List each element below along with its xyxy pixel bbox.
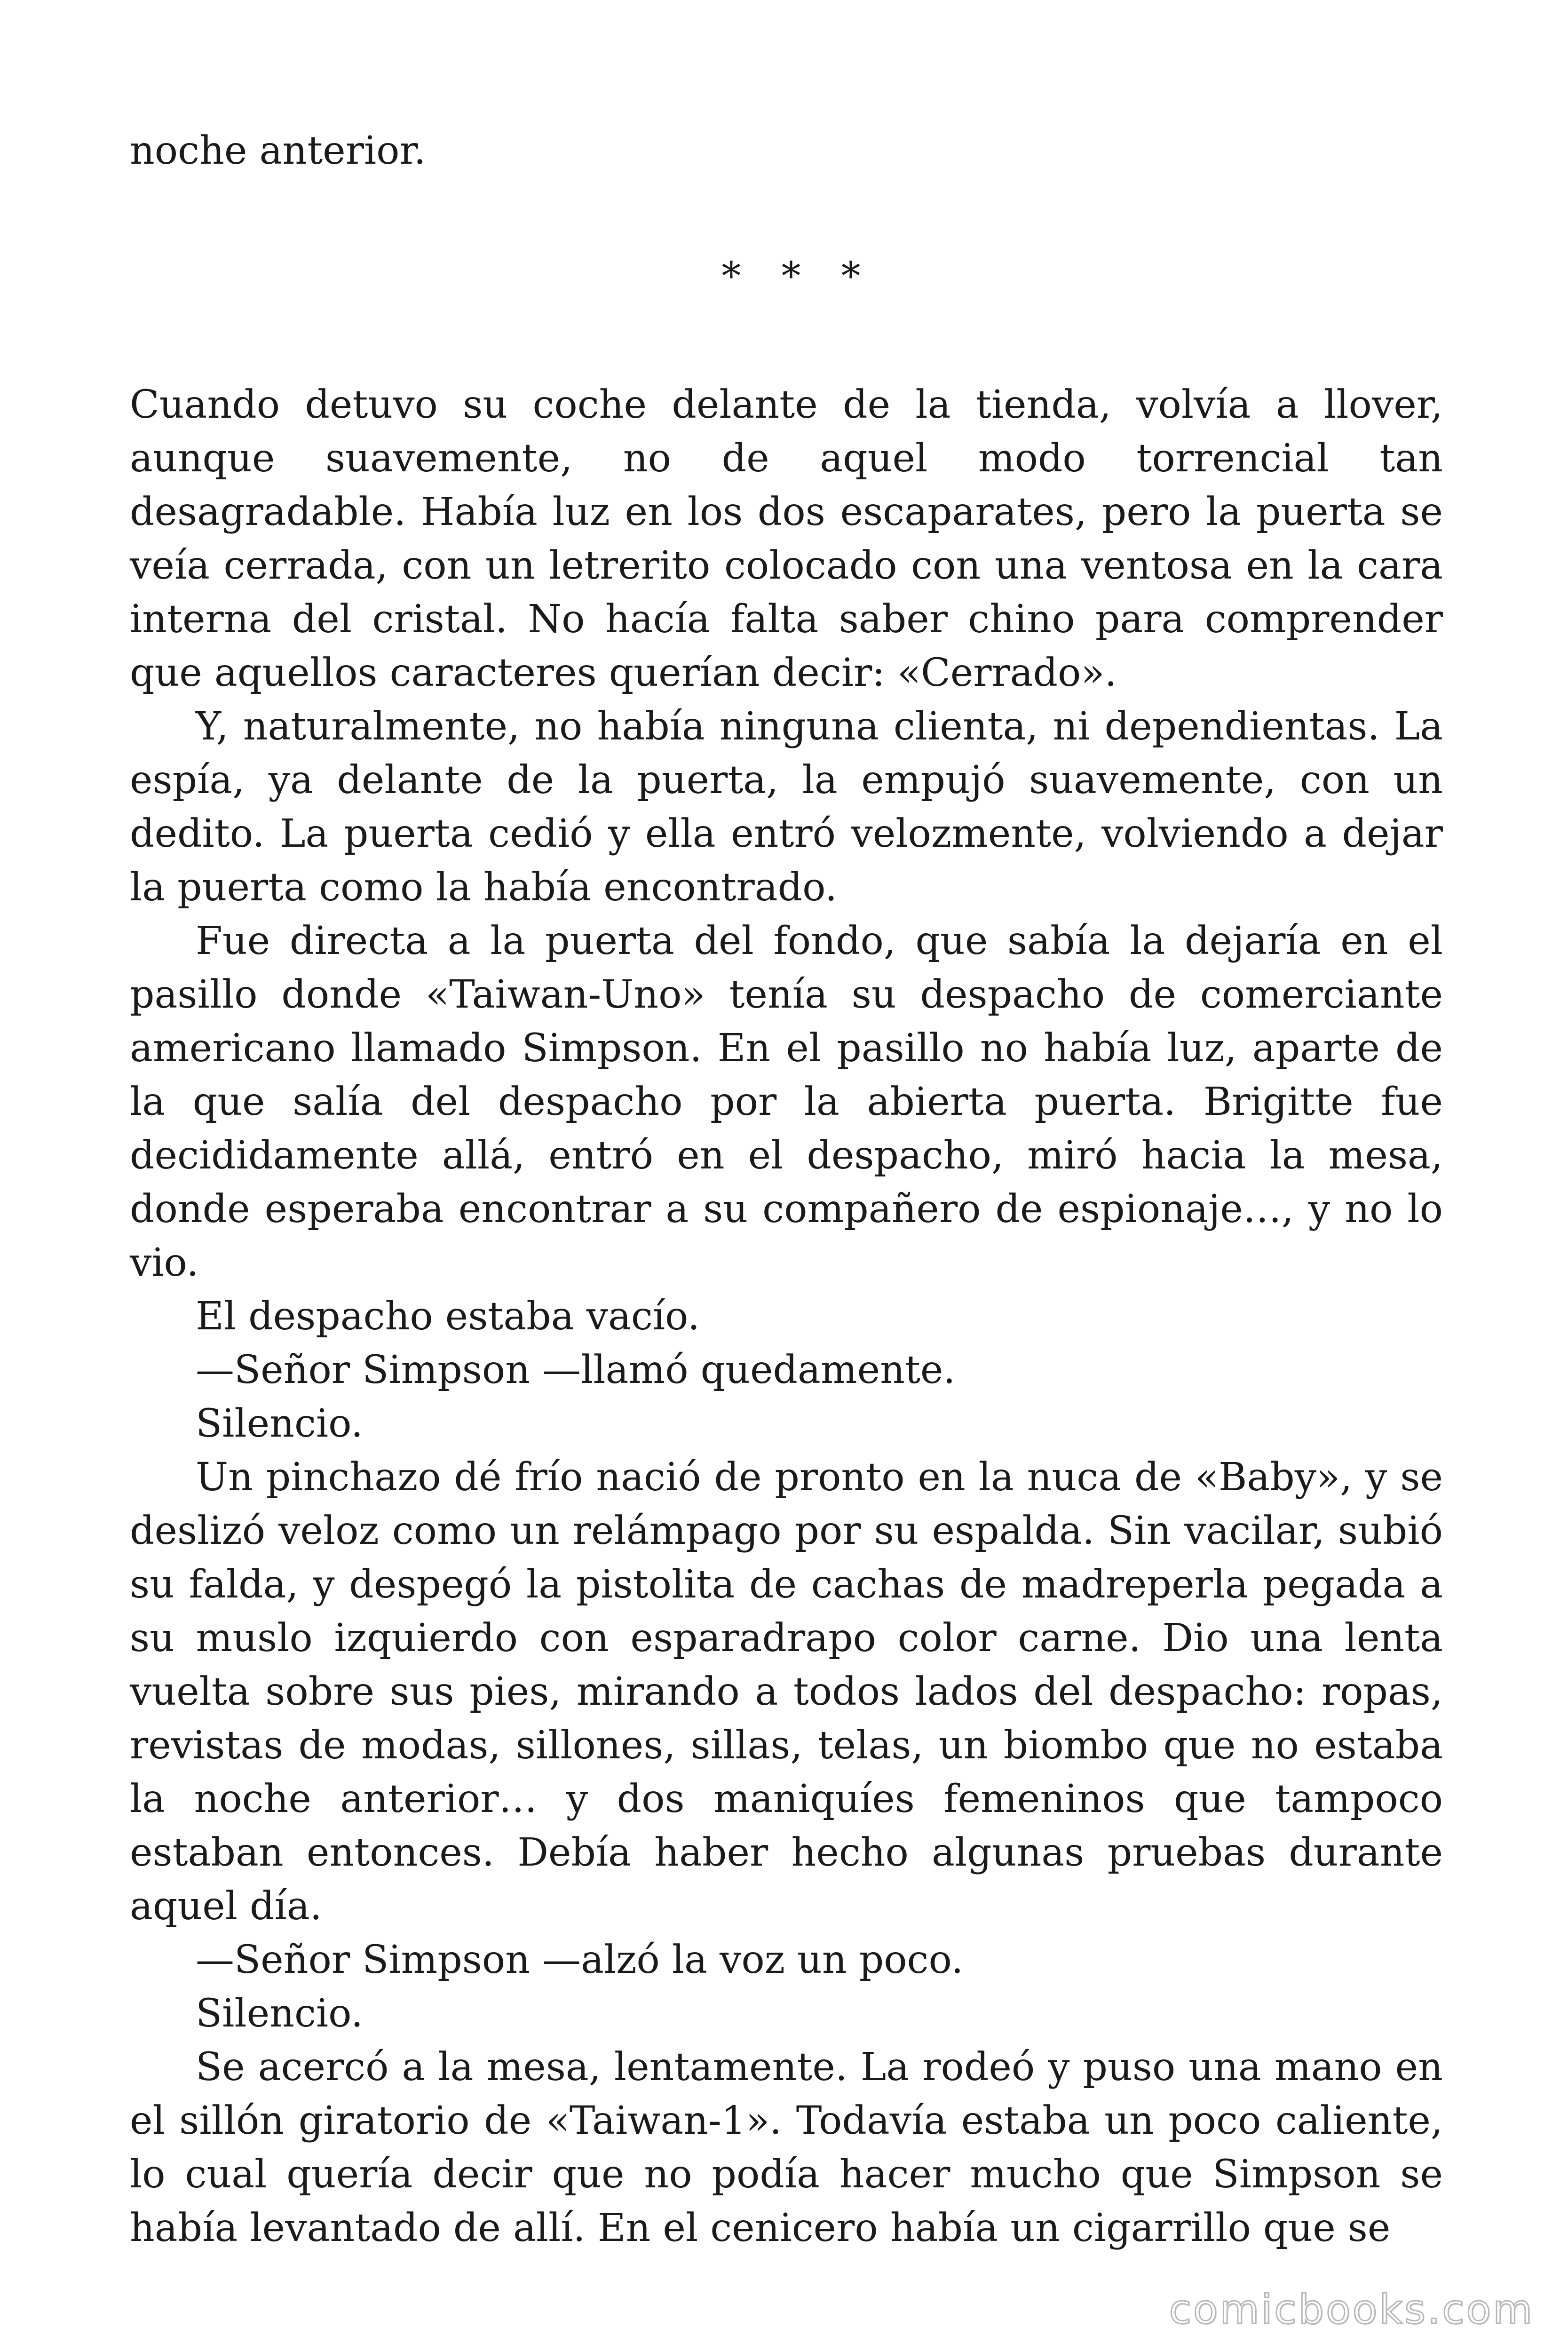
body-text <box>130 378 1443 2255</box>
watermark: comicbooks.com <box>1169 2286 1534 2333</box>
paragraph: Un pinchazo dé frío nació de pronto en la nuca de «Baby», y se deslizó veloz como un relámpago por su espalda. Sin vacilar, subió su falda, y despegó la pistolita de cachas de madreperla pegada a su muslo izquierdo con esparadrapo color carne. Dio una lenta vuelta sobre sus pies, mirando a todos lados del despacho: ropas, revistas de modas, sillones, sillas, telas, un biombo que no estaba la noche anterior… y dos maniquíes femeninos que tampoco estaban entonces. Debía haber hecho algunas pruebas durante aquel día. <box>130 1455 1443 1929</box>
paragraph: Silencio. <box>196 1991 364 2036</box>
dialogue-line: —Señor Simpson —alzó la voz un poco. <box>196 1938 964 1982</box>
scene-separator: * * * <box>721 254 875 299</box>
paragraph: Y, naturalmente, no había ninguna clienta, ni dependientas. La espía, ya delante de la puerta, la empujó suavemente, con un dedito. La puerta cedió y ella entró velozmente, volviendo a dejar la puerta como la había encontrado. <box>130 704 1443 910</box>
dialogue-line: —Señor Simpson —llamó quedamente. <box>196 1348 956 1392</box>
opening-line <box>130 124 1443 178</box>
paragraph: El despacho estaba vacío. <box>196 1294 700 1339</box>
paragraph: Fue directa a la puerta del fondo, que sabía la dejaría en el pasillo donde «Taiwan-Uno» tenía su despacho de comerciante americano llamado Simpson. En el pasillo no había luz, aparte de la que salía del despacho por la abierta puerta. Brigitte fue decididamente allá, entró en el despacho, miró hacia la mesa, donde esperaba encontrar a su compañero de espionaje…, y no lo vio. <box>130 919 1443 1285</box>
paragraph: Silencio. <box>196 1401 364 1446</box>
paragraph-continuation: noche anterior. <box>130 128 426 173</box>
paragraph: Se acercó a la mesa, lentamente. La rodeó y puso una mano en el sillón giratorio de «Taiwan-1». Todavía estaba un poco caliente, lo cual quería decir que no podía hacer mucho que Simpson se había levantado de allí. En el cenicero había un cigarrillo que se <box>130 2045 1443 2250</box>
paragraph: Cuando detuvo su coche delante de la tienda, volvía a llover, aunque suavemente, no de aquel modo torrencial tan desagradable. Había luz en los dos escaparates, pero la puerta se veía cerrada, con un letrerito colocado con una ventosa en la cara interna del cristal. No hacía falta saber chino para comprender que aquellos caracteres querían decir: «Cerrado». <box>130 382 1443 695</box>
